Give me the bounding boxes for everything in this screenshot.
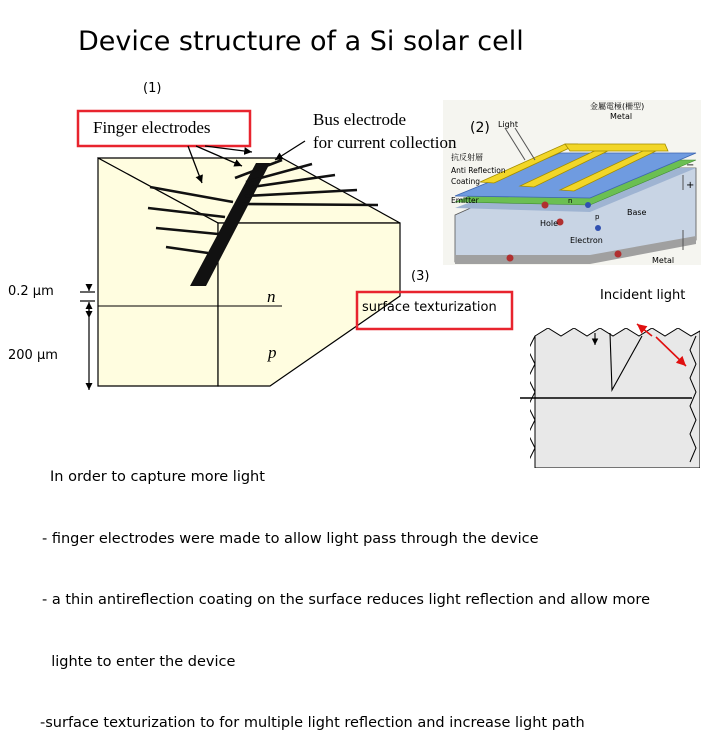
inset-p-small: p bbox=[595, 213, 600, 221]
bus-electrode-label bbox=[313, 108, 457, 154]
inset-metal-bottom: Metal bbox=[652, 256, 675, 265]
explanation-text bbox=[38, 426, 650, 754]
explanation-line-2: - a thin antireflection coating on the surface reduces light reflection and allow more bbox=[42, 592, 650, 608]
explanation-line-3: lighte to enter the device bbox=[42, 653, 236, 670]
inset-top-label: 金屬電極(柵型) bbox=[590, 102, 645, 111]
finger-electrodes-label: Finger electrodes bbox=[93, 118, 211, 137]
inset-metal-top: Metal bbox=[610, 112, 633, 121]
label-number-3: (3) bbox=[411, 269, 430, 284]
inset-electron: Electron bbox=[570, 236, 603, 245]
inset-anti-line1: Anti Reflection bbox=[451, 166, 506, 175]
page-title: Device structure of a Si solar cell bbox=[78, 26, 524, 57]
p-region-label: p bbox=[268, 343, 277, 362]
substrate-thickness-dimension: 200 µm bbox=[8, 348, 58, 363]
inset-hole: Hole bbox=[540, 219, 559, 228]
inset-plus: + bbox=[686, 180, 695, 191]
inset-emitter: Emitter bbox=[451, 196, 479, 205]
inset-light: Light bbox=[498, 120, 518, 129]
label-number-1: (1) bbox=[143, 81, 162, 96]
explanation-line-1: - finger electrodes were made to allow light pass through the device bbox=[42, 530, 539, 547]
inset-anti-cn: 抗反射層 bbox=[451, 153, 483, 162]
bus-electrode-label-line2: for current collection bbox=[313, 133, 457, 152]
inset-minus: − bbox=[686, 160, 695, 171]
thin-layer-dimension: 0.2 µm bbox=[8, 284, 54, 299]
inset-anti-line2: Coating bbox=[451, 177, 480, 186]
bus-electrode-label-line1: Bus electrode bbox=[313, 110, 406, 129]
explanation-line-4: -surface texturization to for multiple light reflection and increase light path bbox=[40, 715, 585, 731]
n-region-label: n bbox=[267, 287, 276, 306]
label-number-2: (2) bbox=[470, 120, 490, 136]
incident-light-label: Incident light bbox=[600, 288, 686, 303]
dimension-arrows bbox=[80, 284, 95, 390]
texturization-label: surface texturization bbox=[362, 300, 497, 315]
inset-base: Base bbox=[627, 208, 647, 217]
inset-n-small: n bbox=[568, 197, 573, 205]
explanation-line-0: In order to capture more light bbox=[50, 469, 265, 485]
